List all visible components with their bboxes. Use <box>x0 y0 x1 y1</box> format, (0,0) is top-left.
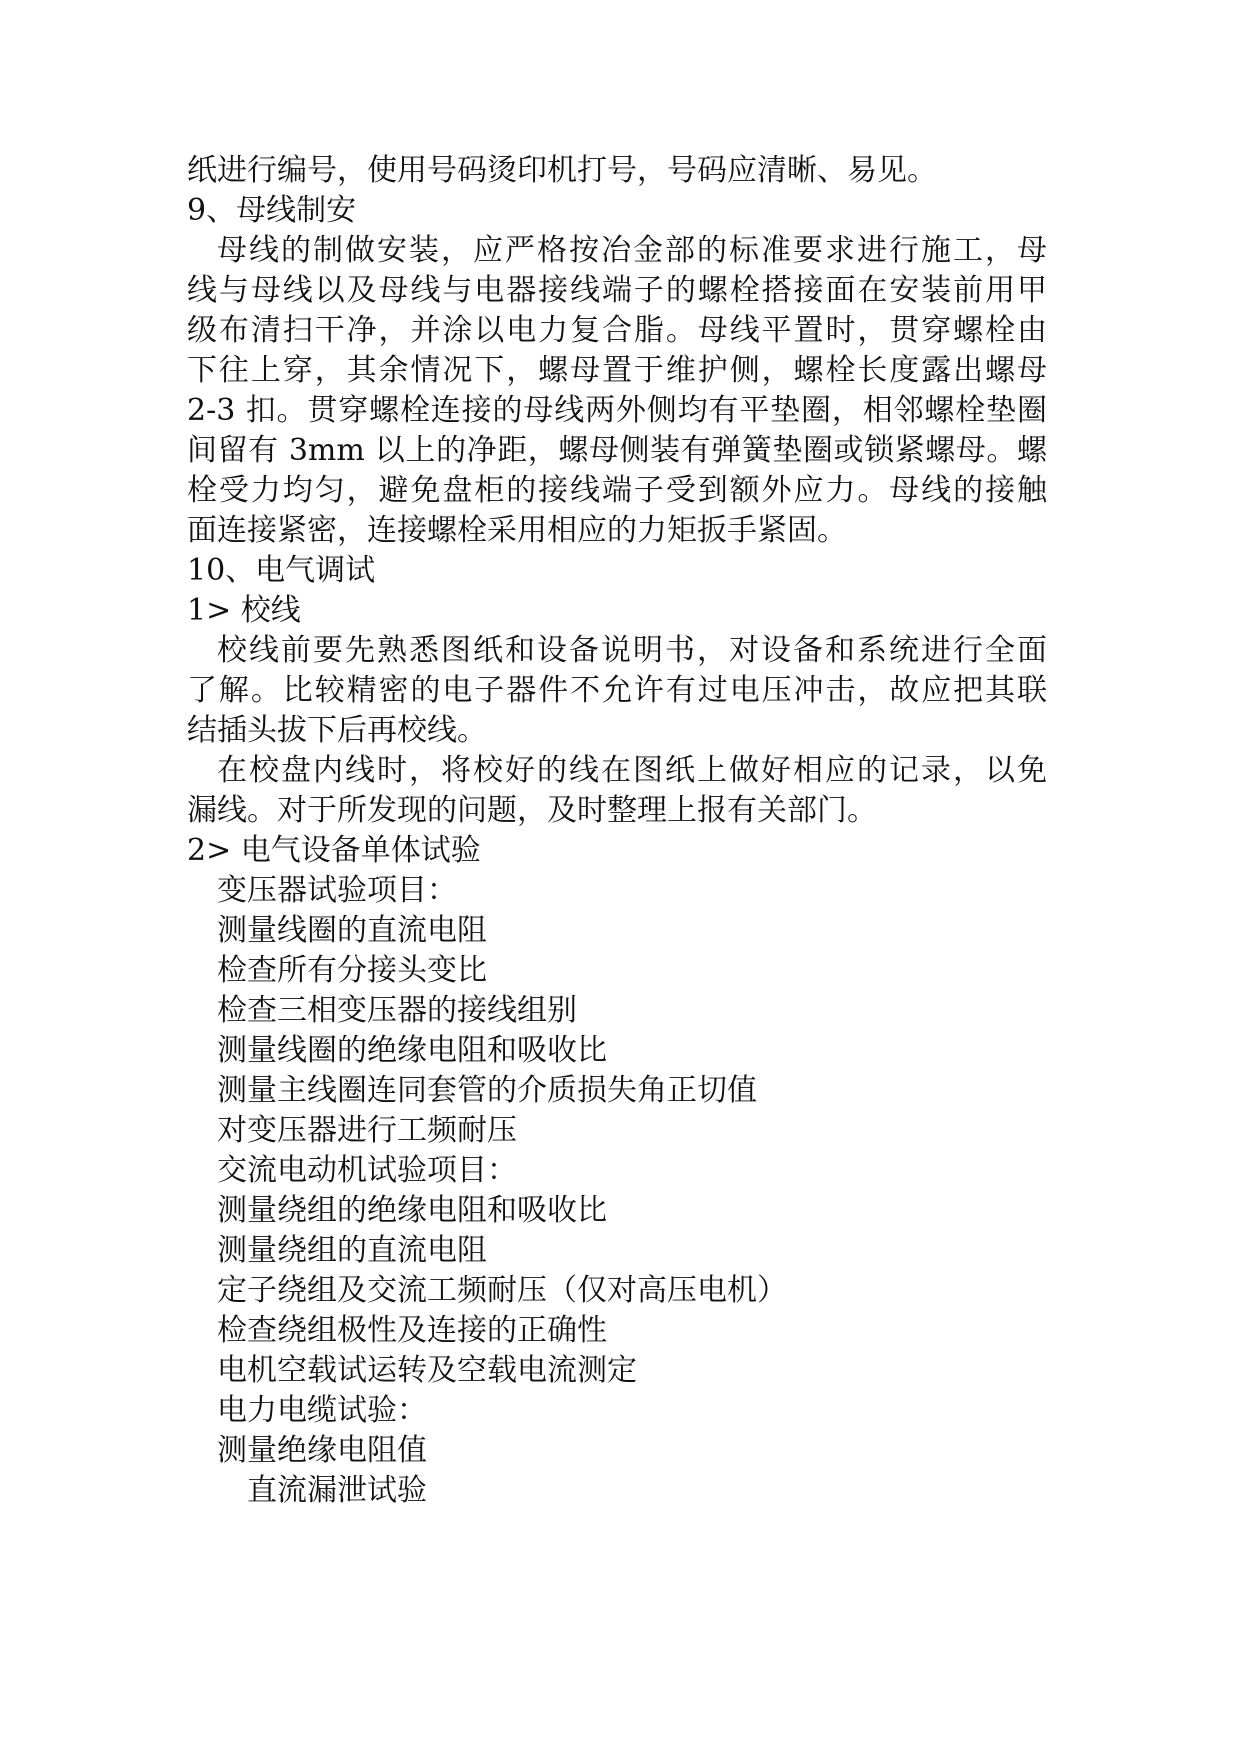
document-body <box>187 151 1047 1511</box>
list-item: 测量主线圈连同套管的介质损失角正切值 <box>217 1073 757 1108</box>
text-line: 漏线。对于所发现的问题，及时整理上报有关部门。 <box>187 793 877 828</box>
text-line: 母线的制做安装，应严格按冶金部的标准要求进行施工，母 <box>217 233 1047 268</box>
list-item: 测量线圈的直流电阻 <box>217 913 487 948</box>
text-line: 了解。比较精密的电子器件不允许有过电压冲击，故应把其联 <box>187 673 1047 708</box>
subsection-heading-wiring-check: 1> 校线 <box>187 593 301 628</box>
list-item: 测量线圈的绝缘电阻和吸收比 <box>217 1033 607 1068</box>
list-item: 测量绕组的直流电阻 <box>217 1233 487 1268</box>
text-line: 下往上穿，其余情况下，螺母置于维护侧，螺栓长度露出螺母 <box>187 353 1047 388</box>
section-heading-busbar: 9、母线制安 <box>187 193 357 228</box>
list-heading: 电力电缆试验： <box>217 1393 427 1428</box>
text-line: 在校盘内线时，将校好的线在图纸上做好相应的记录，以免 <box>217 753 1047 788</box>
list-item: 检查绕组极性及连接的正确性 <box>217 1313 607 1348</box>
list-item: 对变压器进行工频耐压 <box>217 1113 517 1148</box>
subsection-heading-unit-test: 2> 电气设备单体试验 <box>187 833 481 868</box>
text-line: 级布清扫干净，并涂以电力复合脂。母线平置时，贯穿螺栓由 <box>187 313 1047 348</box>
text-line: 纸进行编号，使用号码烫印机打号，号码应清晰、易见。 <box>187 153 937 188</box>
text-line: 2-3 扣。贯穿螺栓连接的母线两外侧均有平垫圈，相邻螺栓垫圈 <box>187 393 1047 428</box>
list-item: 检查所有分接头变比 <box>217 953 487 988</box>
list-item: 测量绕组的绝缘电阻和吸收比 <box>217 1193 607 1228</box>
list-item: 测量绝缘电阻值 <box>217 1433 427 1468</box>
text-line: 线与母线以及母线与电器接线端子的螺栓搭接面在安装前用甲 <box>187 273 1047 308</box>
text-line: 面连接紧密，连接螺栓采用相应的力矩扳手紧固。 <box>187 513 847 548</box>
section-heading-electrical-testing: 10、电气调试 <box>187 553 376 588</box>
list-heading: 变压器试验项目： <box>217 873 457 908</box>
list-item: 检查三相变压器的接线组别 <box>217 993 577 1028</box>
text-line: 校线前要先熟悉图纸和设备说明书，对设备和系统进行全面 <box>217 633 1047 668</box>
text-line: 间留有 3mm 以上的净距，螺母侧装有弹簧垫圈或锁紧螺母。螺 <box>187 433 1047 468</box>
list-item: 直流漏泄试验 <box>247 1473 427 1508</box>
list-item: 电机空载试运转及空载电流测定 <box>217 1353 637 1388</box>
text-line: 栓受力均匀，避免盘柜的接线端子受到额外应力。母线的接触 <box>187 473 1047 508</box>
list-item: 定子绕组及交流工频耐压（仅对高压电机） <box>217 1273 787 1308</box>
list-heading: 交流电动机试验项目： <box>217 1153 517 1188</box>
text-line: 结插头拔下后再校线。 <box>187 713 487 748</box>
